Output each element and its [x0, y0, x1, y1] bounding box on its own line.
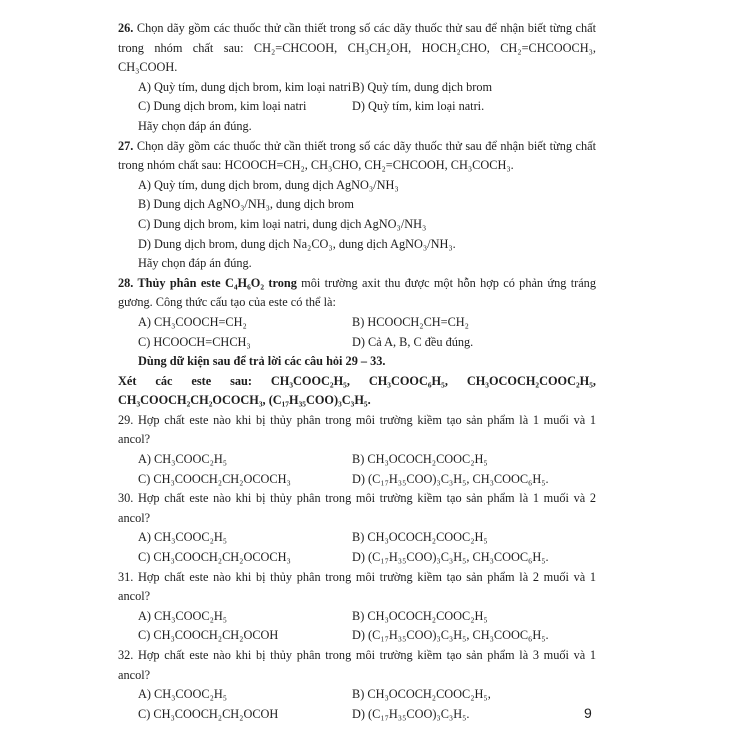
- options: [118, 607, 596, 646]
- question-stem: Chọn dãy gồm các thuốc thử cần thiết trong số các dãy thuốc thử sau để nhận biết từng chất trong nhóm chất sau: CH₂=CHCOOH, CH₃CH₂OH, HOCH₂CHO, CH₂=CHCOOCH₃, CH₃COOH.: [118, 21, 596, 75]
- options: [118, 450, 596, 489]
- question-28: [118, 274, 596, 352]
- answer-prompt: Hãy chọn đáp án đúng.: [138, 118, 252, 133]
- question-number: 28.: [118, 275, 134, 290]
- option-a: A) CH₃COOC₂H₅: [138, 530, 228, 545]
- question-number: 29.: [118, 412, 134, 427]
- option-b: B) HCOOCH₂CH=CH₂: [352, 314, 469, 329]
- option-d: D) (C₁₇H₃₅COO)₃C₃H₅, CH₃COOC₆H₅.: [352, 628, 549, 643]
- option-c: C) Dung dịch brom, kim loại natri: [138, 99, 307, 114]
- question-31: [118, 568, 596, 646]
- option-c: C) CH₃COOCH₂CH₂OCOH: [138, 628, 279, 643]
- option-d: D) Dung dịch brom, dung dịch Na₂CO₃, dung dịch AgNO₃/NH₃.: [138, 236, 456, 251]
- option-d: D) Quỳ tím, kim loại natri.: [352, 99, 485, 114]
- question-stem: môi trường axit thu được một hỗn hợp có phản ứng tráng gương. Công thức cấu tạo của este có thể là:: [118, 275, 596, 310]
- question-stem: Hợp chất este nào khi bị thủy phân trong môi trường kiềm tạo sản phẩm là 3 muối và 1 ancol?: [118, 648, 596, 682]
- option-c: C) CH₃COOCH₂CH₂OCOCH₃: [138, 550, 291, 565]
- ester-list: Xét các este sau: CH₃COOC₂H₅, CH₃COOC₆H₅, CH₃OCOCH₂COOC₂H₅, CH₃COOCH₂CH₂OCOCH₃, (C₁₇H₃₅COO)₃C₃H₅.: [118, 373, 596, 408]
- option-b: B) Quỳ tím, dung dịch brom: [352, 79, 493, 94]
- option-a: A) CH₃COOCH=CH₂: [138, 314, 247, 329]
- options: [118, 176, 596, 254]
- question-number: 30.: [118, 491, 134, 506]
- question-number: 26.: [118, 21, 134, 35]
- option-c: C) HCOOCH=CHCH₃: [138, 334, 251, 349]
- question-30: [118, 489, 596, 567]
- question-stem: Hợp chất este nào khi bị thủy phân trong môi trường kiềm tạo sản phẩm là 1 muối và 2 ancol?: [118, 491, 596, 525]
- options: [118, 528, 596, 567]
- question-stem: Hợp chất este nào khi bị thủy phân trong môi trường kiềm tạo sản phẩm là 2 muối và 1 ancol?: [118, 569, 596, 604]
- question-stem: Chọn dãy gồm các thuốc thử cần thiết trong số các dãy thuốc thử sau để nhận biết từng chất trong nhóm chất sau: HCOOCH=CH₂, CH₃CHO, CH₂=CHCOOH, CH₃COCH₃.: [118, 138, 596, 173]
- option-b: B) CH₃OCOCH₂COOC₂H₅: [352, 452, 488, 467]
- options: [118, 313, 596, 352]
- option-d: D) Cả A, B, C đều đúng.: [352, 334, 474, 349]
- page-number: 9: [584, 705, 592, 721]
- option-a: A) CH₃COOC₂H₅: [138, 687, 228, 702]
- option-a: A) CH₃COOC₂H₅: [138, 608, 228, 623]
- option-a: A) Quỳ tím, dung dịch brom, kim loại natri: [138, 79, 352, 94]
- option-a: A) Quỳ tím, dung dịch brom, dung dịch AgNO₃/NH₃: [138, 177, 399, 192]
- intro-heading: Dùng dữ kiện sau để trả lời các câu hỏi 29 – 33.: [138, 354, 386, 369]
- options: [118, 78, 596, 117]
- question-32: [118, 646, 596, 724]
- question-26: [118, 19, 596, 137]
- option-b: B) CH₃OCOCH₂COOC₂H₅,: [352, 687, 491, 702]
- question-stem: Hợp chất este nào khi bị thủy phân trong môi trường kiềm tạo sản phẩm là 1 muối và 1 ancol?: [118, 412, 596, 447]
- option-c: C) Dung dịch brom, kim loại natri, dung dịch AgNO₃/NH₃: [138, 216, 427, 231]
- option-d: D) (C₁₇H₃₅COO)₃C₃H₅.: [352, 706, 470, 721]
- question-27: [118, 137, 596, 274]
- question-29: [118, 411, 596, 489]
- answer-prompt: Hãy chọn đáp án đúng.: [138, 256, 252, 271]
- option-d: D) (C₁₇H₃₅COO)₃C₃H₅, CH₃COOC₆H₅.: [352, 471, 549, 486]
- option-c: C) CH₃COOCH₂CH₂OCOH: [138, 706, 279, 721]
- option-d: D) (C₁₇H₃₅COO)₃C₃H₅, CH₃COOC₆H₅.: [352, 550, 549, 565]
- option-b: B) CH₃OCOCH₂COOC₂H₅: [352, 530, 488, 545]
- option-c: C) CH₃COOCH₂CH₂OCOCH₃: [138, 471, 291, 486]
- data-intro: [118, 352, 596, 411]
- question-stem-bold: Thủy phân este C₄H₆O₂ trong: [133, 275, 297, 290]
- option-b: B) CH₃OCOCH₂COOC₂H₅: [352, 608, 488, 623]
- question-number: 27.: [118, 138, 134, 153]
- question-number: 32.: [118, 648, 134, 662]
- textbook-page: [118, 19, 596, 724]
- option-a: A) CH₃COOC₂H₅: [138, 452, 228, 467]
- question-number: 31.: [118, 569, 134, 584]
- option-b: B) Dung dịch AgNO₃/NH₃, dung dịch brom: [138, 197, 354, 212]
- options: [118, 685, 596, 724]
